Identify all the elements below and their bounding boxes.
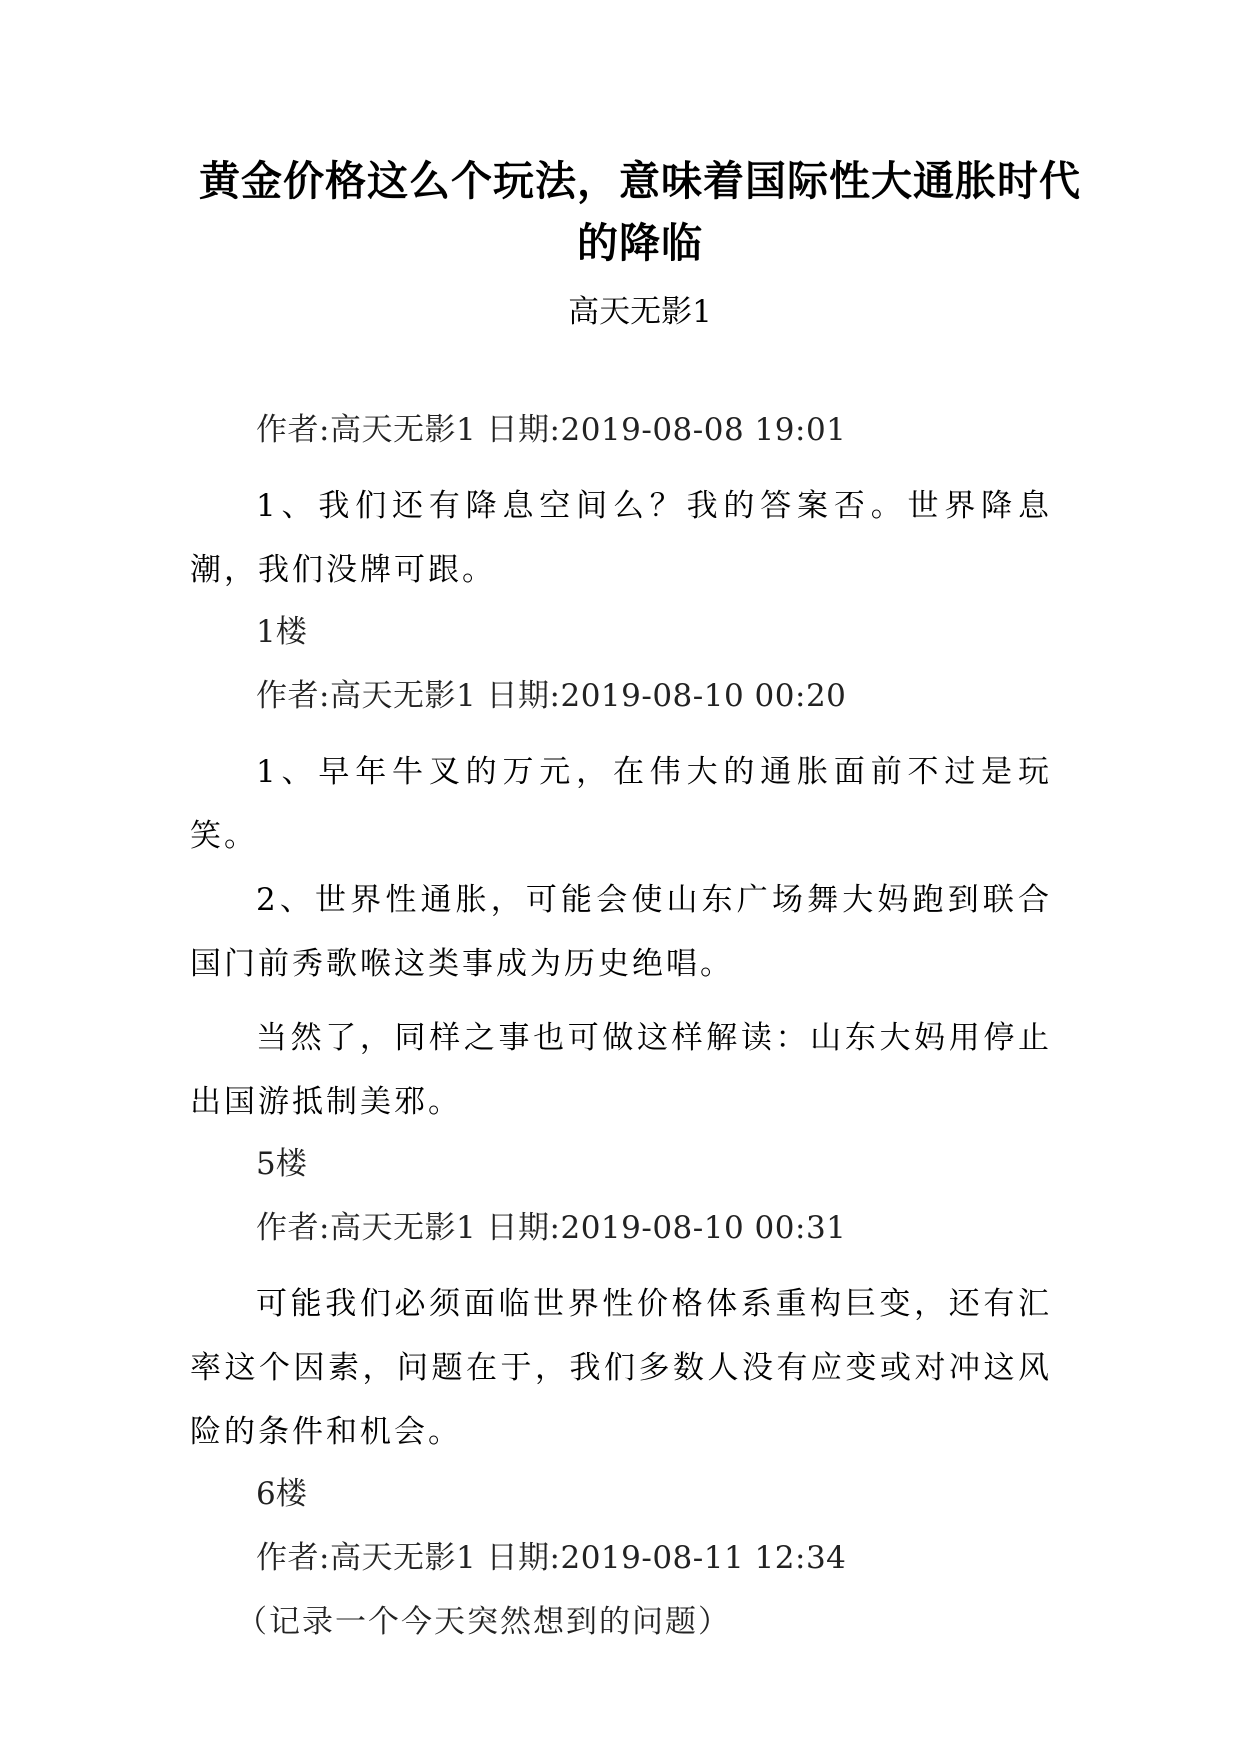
post <box>190 1474 1052 1642</box>
post <box>190 612 1052 1134</box>
floor-label: 1楼 <box>256 614 307 650</box>
post-paragraph: 1、我们还有降息空间么？我的答案否。世界降息潮，我们没牌可跟。 <box>190 488 1052 588</box>
post <box>190 1144 1052 1464</box>
post-content <box>190 410 1052 1642</box>
post-meta: 作者:高天无影1 日期:2019-08-11 12:34 <box>256 1540 847 1576</box>
page-subtitle: 高天无影1 <box>568 294 712 330</box>
page-title: 黄金价格这么个玩法，意味着国际性大通胀时代的降临 <box>199 157 1081 267</box>
post-note: （记录一个今天突然想到的问题） <box>236 1604 731 1640</box>
floor-label: 6楼 <box>256 1476 307 1512</box>
post-paragraph: 可能我们必须面临世界性价格体系重构巨变，还有汇率这个因素，问题在于，我们多数人没有应变或对冲这风险的条件和机会。 <box>190 1286 1052 1450</box>
post-meta: 作者:高天无影1 日期:2019-08-08 19:01 <box>256 412 847 448</box>
post-meta: 作者:高天无影1 日期:2019-08-10 00:20 <box>256 678 847 714</box>
floor-label: 5楼 <box>256 1146 307 1182</box>
post-paragraph: 2、世界性通胀，可能会使山东广场舞大妈跑到联合国门前秀歌喉这类事成为历史绝唱。 <box>190 882 1052 982</box>
post <box>190 410 1052 602</box>
post-meta: 作者:高天无影1 日期:2019-08-10 00:31 <box>256 1210 847 1246</box>
post-paragraph: 1、早年牛叉的万元，在伟大的通胀面前不过是玩笑。 <box>190 754 1052 854</box>
post-paragraph: 当然了，同样之事也可做这样解读：山东大妈用停止出国游抵制美邪。 <box>190 1020 1052 1120</box>
